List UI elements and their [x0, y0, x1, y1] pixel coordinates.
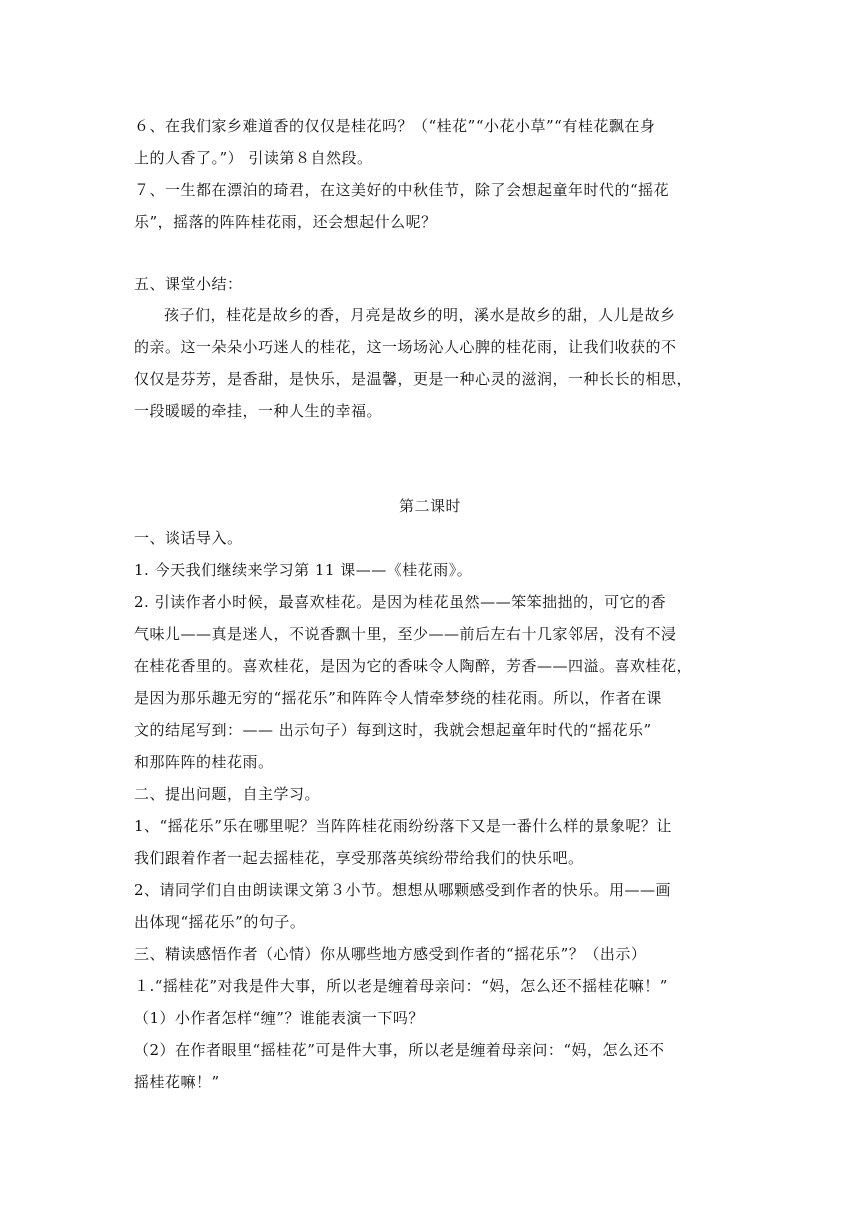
text-line: 一段暖暖的牵挂，一种人生的幸福。	[134, 402, 383, 420]
text-line: 上的人香了。”） 引读第８自然段。	[134, 149, 373, 167]
text-line: 摇桂花嘛！”	[134, 1073, 220, 1091]
text-line: （2）在作者眼里“摇桂花”可是件大事，所以老是缠着母亲问：“妈，怎么还不	[134, 1041, 665, 1059]
text-line: 仅仅是芬芳，是香甜，是快乐，是温馨，更是一种心灵的滋润，一种长长的相思，	[134, 370, 693, 388]
text-line: 1、“摇花乐”乐在哪里呢？当阵阵桂花雨纷纷落下又是一番什么样的景象呢？让	[134, 817, 672, 835]
text-line: 我们跟着作者一起去摇桂花，享受那落英缤纷带给我们的快乐吧。	[134, 849, 584, 867]
text-line: 文的结尾写到：—— 出示句子）每到这时，我就会想起童年时代的“摇花乐”	[134, 721, 652, 739]
text-line: 出体现“摇花乐”的句子。	[134, 913, 306, 931]
text-line: ７、一生都在漂泊的琦君，在这美好的中秋佳节，除了会想起童年时代的“摇花	[134, 181, 670, 199]
text-line: 的亲。这一朵朵小巧迷人的桂花，这一场场沁人心脾的桂花雨，让我们收获的不	[134, 338, 677, 356]
text-line: 和那阵阵的桂花雨。	[134, 753, 274, 771]
section-heading: 二、提出问题，自主学习。	[134, 785, 321, 803]
section-heading: 一、谈话导入。	[134, 529, 243, 547]
text-line: 气味儿——真是迷人，不说香飘十里，至少——前后左右十几家邻居，没有不浸	[134, 625, 677, 643]
text-line: 是因为那乐趣无穷的“摇花乐”和阵阵令人情牵梦绕的桂花雨。所以，作者在课	[134, 689, 662, 707]
text-line: 在桂花香里的。喜欢桂花，是因为它的香味令人陶醉，芳香——四溢。喜欢桂花，	[134, 657, 693, 675]
section-heading: 三、精读感悟作者（心情）你从哪些地方感受到作者的“摇花乐”？（出示）	[134, 945, 647, 963]
text-line: 2、请同学们自由朗读课文第３小节。想想从哪颗感受到作者的快乐。用——画	[134, 881, 672, 899]
lesson-title: 第二课时	[398, 497, 461, 515]
text-line: 孩子们，桂花是故乡的香，月亮是故乡的明，溪水是故乡的甜，人儿是故乡	[164, 306, 676, 324]
text-line: （1）小作者怎样“缠”？谁能表演一下吗？	[134, 1009, 424, 1027]
text-line: ６、在我们家乡难道香的仅仅是桂花吗？（“桂花”“小花小草”“有桂花飘在身	[134, 117, 656, 135]
section-heading: 五、课堂小结：	[134, 275, 243, 293]
text-line: 1. 今天我们继续来学习第 11 课——《桂花雨》。	[134, 561, 473, 579]
text-line: １.“摇桂花”对我是件大事，所以老是缠着母亲问：“妈，怎么还不摇桂花嘛！”	[134, 977, 668, 995]
text-line: 2. 引读作者小时候，最喜欢桂花。是因为桂花虽然——笨笨拙拙的，可它的香	[134, 593, 667, 611]
text-line: 乐”，摇落的阵阵桂花雨，还会想起什么呢？	[134, 213, 437, 231]
